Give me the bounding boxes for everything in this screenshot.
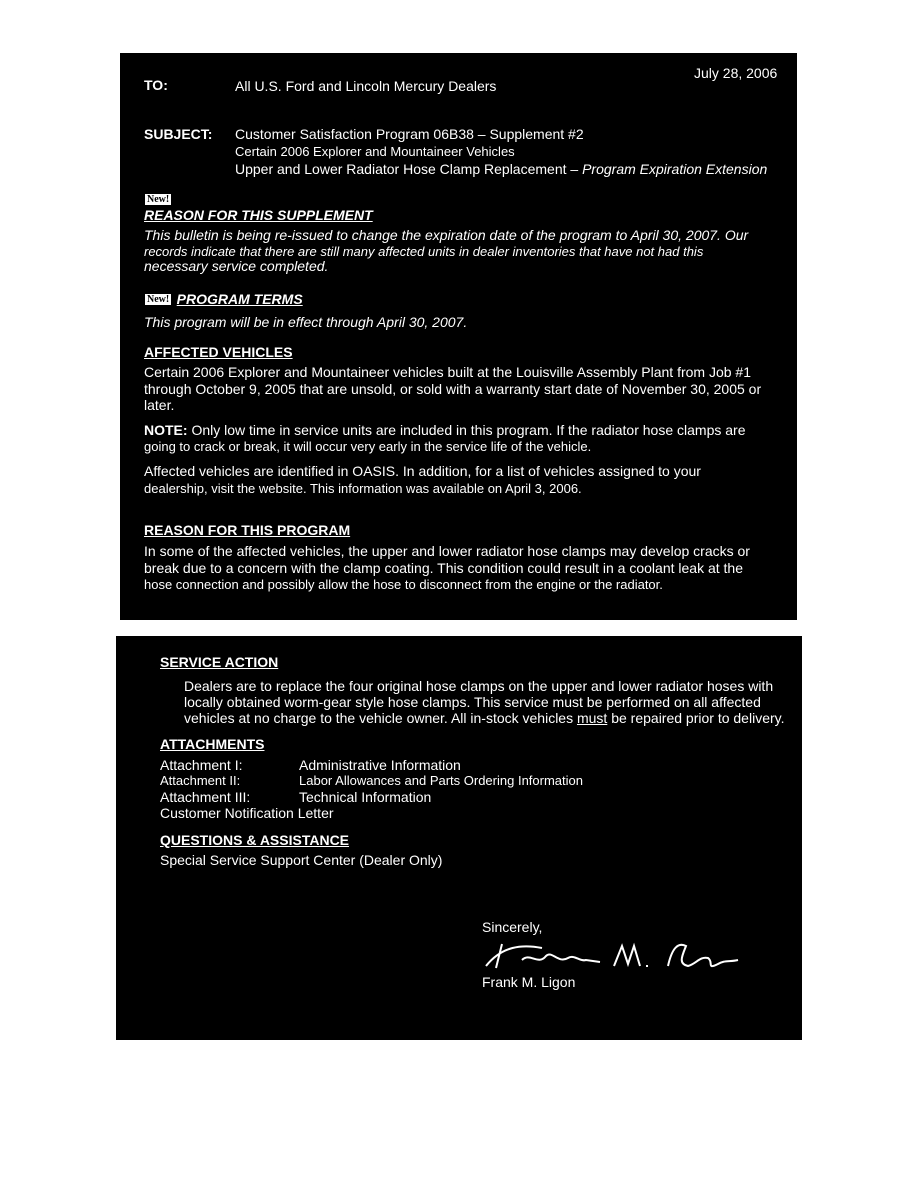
letter-page-top: [120, 53, 797, 620]
supplement-line-1: This bulletin is being re-issued to change the expiration date of the program to April 30, 2007. Our: [144, 227, 749, 243]
program-terms-heading: PROGRAM TERMS: [176, 291, 303, 307]
note-text: Only low time in service units are included in this program. If the radiator hose clamps are: [187, 422, 746, 438]
affected-line-1: Certain 2006 Explorer and Mountaineer vehicles built at the Louisville Assembly Plant from Job #1: [144, 364, 751, 380]
reason-program-line-3: hose connection and possibly allow the hose to disconnect from the engine or the radiator.: [144, 577, 663, 592]
signature-icon: [482, 936, 742, 976]
subject-line-3-italic: Program Expiration Extension: [582, 161, 768, 177]
oasis-line-2: dealership, visit the website. This information was available on April 3, 2006.: [144, 481, 582, 496]
closing-sincerely: Sincerely,: [482, 919, 543, 935]
must-emphasis: must: [576, 710, 608, 726]
service-action-line-3-before: vehicles at no charge to the vehicle owner. All in-stock vehicles: [184, 710, 577, 726]
reason-program-line-2: break due to a concern with the clamp coating. This condition could result in a coolant leak at the: [144, 560, 743, 576]
subject-line-1: Customer Satisfaction Program 06B38 – Supplement #2: [235, 126, 584, 142]
reason-program-line-1: In some of the affected vehicles, the upper and lower radiator hose clamps may develop cracks or: [144, 543, 750, 559]
attachment-3-value: Technical Information: [299, 789, 432, 805]
service-action-line-3-after: be repaired prior to delivery.: [607, 710, 785, 726]
signer-name: Frank M. Ligon: [482, 974, 576, 990]
attachment-2-value: Labor Allowances and Parts Ordering Information: [299, 773, 583, 788]
questions-text: Special Service Support Center (Dealer Only): [160, 852, 443, 868]
oasis-line-1: Affected vehicles are identified in OASIS. In addition, for a list of vehicles assigned to your: [144, 463, 701, 479]
program-terms-row: [144, 291, 303, 309]
note-line-2: going to crack or break, it will occur very early in the service life of the vehicle.: [144, 439, 592, 454]
program-terms-text: This program will be in effect through April 30, 2007.: [144, 314, 468, 330]
attachment-1-value: Administrative Information: [299, 757, 461, 773]
service-action-line-3: [184, 710, 785, 726]
customer-notification-letter: Customer Notification Letter: [160, 805, 334, 821]
subject-line-2: Certain 2006 Explorer and Mountaineer Vehicles: [235, 144, 515, 159]
affected-line-2: through October 9, 2005 that are unsold, or sold with a warranty start date of November 30, 2005 or: [144, 381, 762, 397]
service-action-heading: SERVICE ACTION: [160, 654, 279, 670]
to-value: All U.S. Ford and Lincoln Mercury Dealers: [235, 78, 497, 94]
new-badge: New!: [144, 193, 172, 206]
letter-page-bottom: [116, 636, 802, 1040]
affected-line-3: later.: [144, 397, 175, 413]
new-badge: New!: [144, 293, 172, 306]
service-action-line-1: Dealers are to replace the four original hose clamps on the upper and lower radiator hoses with: [184, 678, 774, 694]
service-action-line-2: locally obtained worm-gear style hose clamps. This service must be performed on all affected: [184, 694, 761, 710]
attachment-2-label: Attachment II:: [160, 773, 241, 788]
subject-label: SUBJECT:: [144, 126, 213, 142]
subject-line-3: [235, 161, 767, 177]
supplement-line-3: necessary service completed.: [144, 258, 329, 274]
affected-vehicles-heading: AFFECTED VEHICLES: [144, 344, 293, 360]
attachments-heading: ATTACHMENTS: [160, 736, 265, 752]
questions-heading: QUESTIONS & ASSISTANCE: [160, 832, 350, 848]
attachment-3-label: Attachment III:: [160, 789, 251, 805]
letter-date: July 28, 2006: [694, 65, 778, 81]
supplement-heading: REASON FOR THIS SUPPLEMENT: [144, 207, 373, 223]
note-line-1: [144, 422, 745, 438]
reason-program-heading: REASON FOR THIS PROGRAM: [144, 522, 351, 538]
note-label: NOTE:: [144, 422, 188, 438]
attachment-1-label: Attachment I:: [160, 757, 243, 773]
to-label: TO:: [144, 77, 168, 93]
supplement-line-2: records indicate that there are still many affected units in dealer inventories that have not had this: [144, 244, 704, 259]
subject-line-3-plain: Upper and Lower Radiator Hose Clamp Replacement –: [235, 161, 583, 177]
